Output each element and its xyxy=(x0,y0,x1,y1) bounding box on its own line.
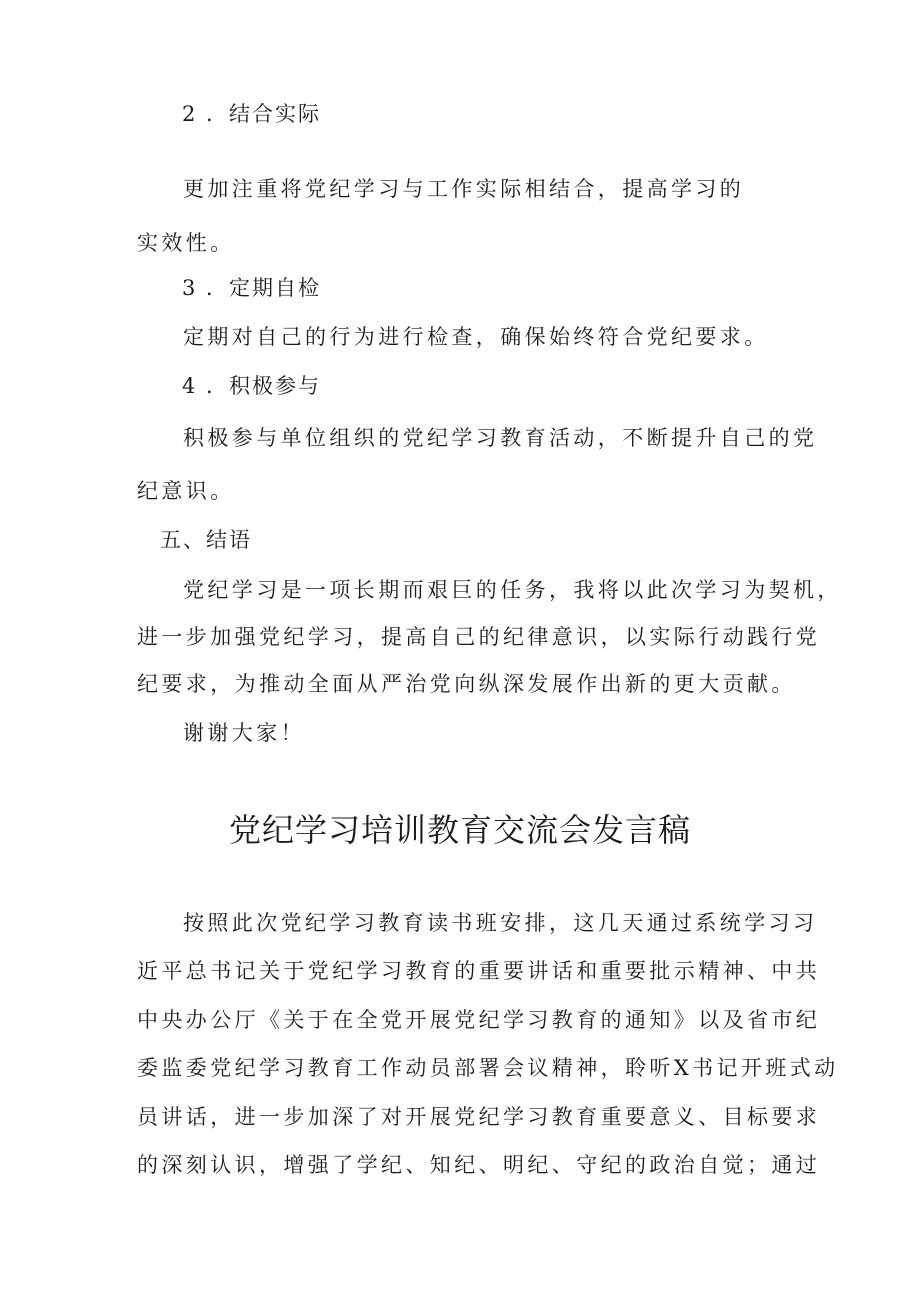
intro-line-5: 员讲话，进一步加深了对开展党纪学习教育重要意义、目标要求 xyxy=(137,1105,821,1129)
section-3-para-line-1: 定期对自己的行为进行检查，确保始终符合党纪要求。 xyxy=(183,325,769,349)
section-2-para-line-1: 更加注重将党纪学习与工作实际相结合，提高学习的 xyxy=(183,177,745,201)
section-4-para-line-1: 积极参与单位组织的党纪学习教育活动，不断提升自己的党 xyxy=(183,426,818,450)
intro-line-4: 委监委党纪学习教育工作动员部署会议精神，聆听X书记开班式动 xyxy=(137,1056,839,1080)
section-5-para-line-3: 纪要求，为推动全面从严治党向纵深发展作出新的更大贡献。 xyxy=(137,672,796,696)
section-5-para-line-1: 党纪学习是一项长期而艰巨的任务，我将以此次学习为契机， xyxy=(183,578,842,602)
intro-line-6: 的深刻认识，增强了学纪、知纪、明纪、守纪的政治自觉；通过 xyxy=(137,1153,821,1177)
thanks-line: 谢谢大家！ xyxy=(183,721,305,745)
intro-line-3: 中央办公厅《关于在全党开展党纪学习教育的通知》以及省市纪 xyxy=(137,1008,821,1032)
section-3-heading: 3 ．定期自检 xyxy=(182,276,322,300)
intro-line-2: 近平总书记关于党纪学习教育的重要讲话和重要批示精神、中共 xyxy=(137,959,821,983)
section-2-heading: 2 ．结合实际 xyxy=(182,102,322,126)
section-2-para-line-2: 实效性。 xyxy=(137,231,235,255)
section-4-heading: 4 ．积极参与 xyxy=(182,374,322,398)
intro-line-1: 按照此次党纪学习教育读书班安排，这几天通过系统学习习 xyxy=(183,911,818,935)
section-5-heading: 五、结语 xyxy=(160,528,252,552)
section-4-para-line-2: 纪意识。 xyxy=(137,479,235,503)
document-title: 党纪学习培训教育交流会发言稿 xyxy=(228,811,691,849)
section-5-para-line-2: 进一步加强党纪学习，提高自己的纪律意识，以实际行动践行党 xyxy=(137,625,821,649)
